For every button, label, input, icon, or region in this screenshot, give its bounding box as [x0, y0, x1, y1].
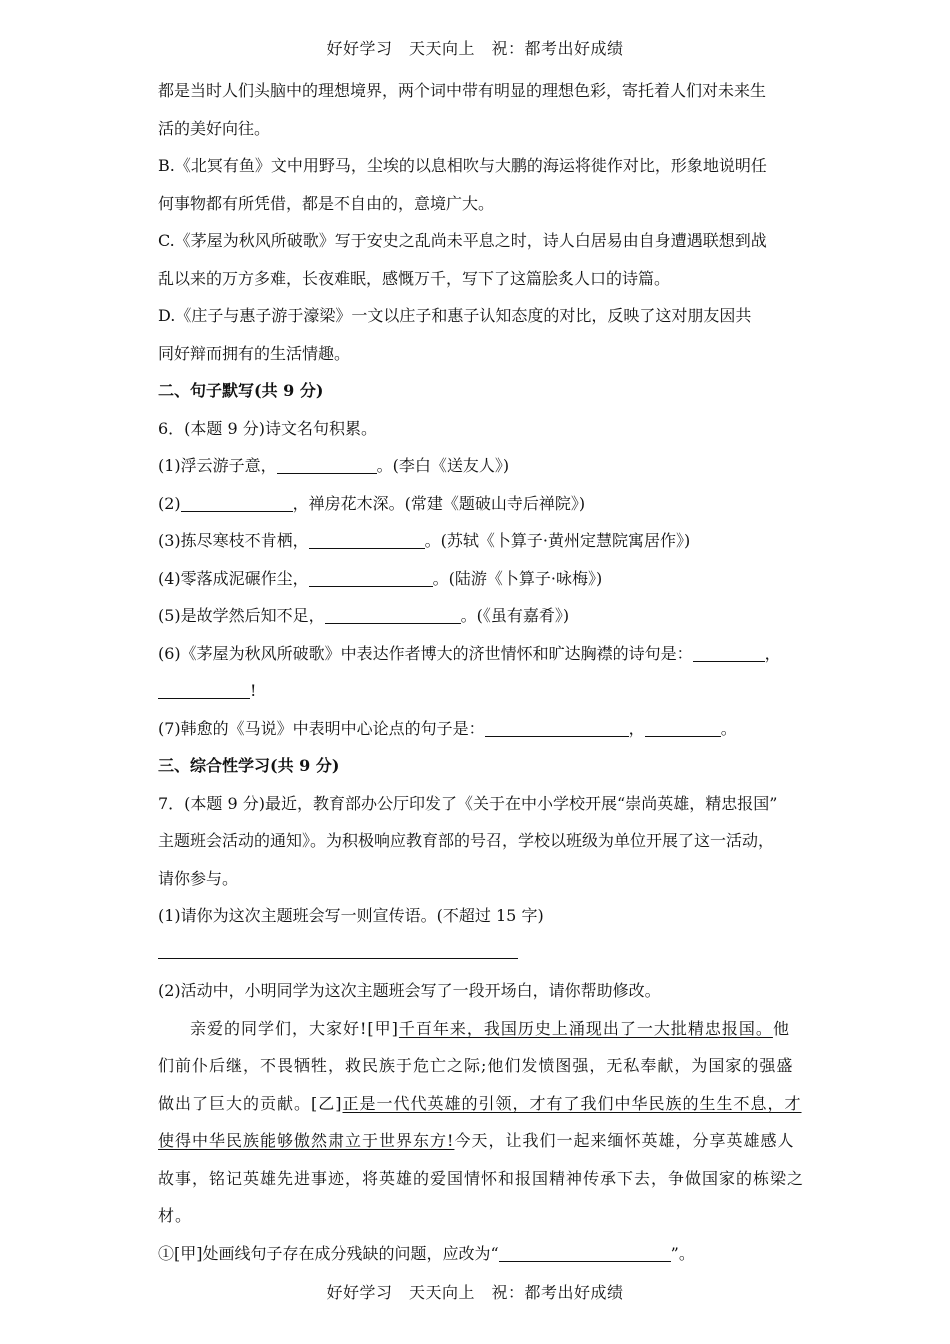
- answer-blank[interactable]: [309, 568, 433, 587]
- q6-item-3-prefix: (3)拣尽寒枝不肯栖，: [158, 531, 309, 550]
- q7-item-1: (1)请你为这次主题班会写一则宣传语。(不超过 15 字): [158, 906, 544, 925]
- underlined-sentence-jia: 千百年来，我国历史上涌现出了一大批精忠报国。: [398, 1018, 773, 1038]
- question-6: 6．(本题 9 分)诗文名句积累。: [158, 418, 378, 438]
- section-heading-2: 二、句子默写(共 9 分): [158, 381, 324, 400]
- answer-blank[interactable]: [645, 718, 721, 737]
- text-line: 何事物都有所凭借，都是不自由的，意境广大。: [158, 193, 495, 213]
- answer-blank[interactable]: [693, 643, 765, 662]
- passage-text: 今天，让我们一起来缅怀英雄，分享英雄感人: [454, 1131, 795, 1150]
- passage-text: 他: [772, 1018, 790, 1038]
- q6-item-6-cont: [158, 677, 808, 715]
- q6-item-7-end: 。: [720, 718, 737, 738]
- q6-item-2: [158, 490, 808, 528]
- opening-speech: [158, 1015, 808, 1240]
- q6-item-4-prefix: (4)零落成泥碾作尘，: [158, 568, 309, 588]
- sub-question-prefix: ①[甲]处画线句子存在成分残缺的问题，应改为“: [158, 1243, 499, 1263]
- q6-item-5-prefix: (5)是故学然后知不足，: [158, 606, 325, 625]
- text-line: 活的美好向往。: [158, 118, 271, 138]
- option-b: B.《北冥有鱼》文中用野马，尘埃的以息相吹与大鹏的海运将徙作对比，形象地说明任: [158, 156, 767, 175]
- passage-text: 做出了巨大的贡献。[乙]: [158, 1093, 343, 1113]
- sub-question-suffix: ”。: [670, 1243, 695, 1263]
- q6-item-2-suffix: ，禅房花木深。(常建《题破山寺后禅院》): [292, 493, 586, 513]
- answer-blank[interactable]: [499, 1243, 671, 1262]
- q6-item-6-prefix: (6)《茅屋为秋风所破歌》中表达作者博大的济世情怀和旷达胸襟的诗句是：: [158, 643, 693, 663]
- q6-item-3: [158, 527, 808, 565]
- passage-line: [158, 1015, 808, 1053]
- q6-item-7-comma: ，: [628, 718, 645, 738]
- answer-blank[interactable]: [277, 455, 377, 474]
- passage-line: 们前仆后继，不畏牺牲，救民族于危亡之际;他们发愤图强，无私奉献，为国家的强盛: [158, 1056, 794, 1075]
- answer-blank[interactable]: [325, 605, 461, 624]
- answer-blank[interactable]: [485, 718, 629, 737]
- passage-greeting: 亲爱的同学们，大家好![甲]: [190, 1018, 399, 1038]
- text-line: 都是当时人们头脑中的理想境界，两个词中带有明显的理想色彩，寄托着人们对未来生: [158, 81, 767, 100]
- q6-item-2-prefix: (2): [158, 493, 181, 513]
- answer-blank[interactable]: [181, 493, 293, 512]
- passage-line: [158, 1127, 808, 1165]
- passage-line: [158, 1090, 808, 1128]
- q7-item-2: (2)活动中，小明同学为这次主题班会写了一段开场白，请你帮助修改。: [158, 981, 661, 1000]
- question-7: 7．(本题 9 分)最近，教育部办公厅印发了《关于在中小学校开展“崇尚英雄，精忠报国”: [158, 793, 778, 813]
- underlined-sentence-yi-cont: 使得中华民族能够傲然肃立于世界东方!: [158, 1131, 455, 1150]
- q7-item-1-answer: [158, 940, 808, 978]
- page-footer: 好好学习 天天向上 祝：都考出好成绩: [326, 1283, 624, 1302]
- q6-item-5-suffix: 。(《虽有嘉肴》): [460, 606, 570, 625]
- q6-item-1-suffix: 。(李白《送友人》): [376, 456, 510, 475]
- page-header: 好好学习 天天向上 祝：都考出好成绩: [326, 39, 624, 58]
- answer-line[interactable]: [158, 940, 518, 959]
- passage-line: 材。: [158, 1206, 193, 1225]
- q6-item-6-end: !: [250, 681, 257, 700]
- answer-blank[interactable]: [158, 680, 250, 699]
- q6-item-7: [158, 715, 808, 753]
- q6-item-4-suffix: 。(陆游《卜算子·咏梅》): [432, 568, 603, 588]
- q6-item-5: [158, 602, 808, 640]
- answer-blank[interactable]: [309, 530, 425, 549]
- option-d: D.《庄子与惠子游于濠梁》一文以庄子和惠子认知态度的对比，反映了这对朋友因共: [158, 306, 752, 325]
- option-c: C.《茅屋为秋风所破歌》写于安史之乱尚未平息之时，诗人白居易由自身遭遇联想到战: [158, 231, 767, 250]
- q6-item-4: [158, 565, 808, 603]
- text-line: 主题班会活动的通知》。为积极响应教育部的号召，学校以班级为单位开展了这一活动，: [158, 831, 775, 850]
- q6-item-7-prefix: (7)韩愈的《马说》中表明中心论点的句子是：: [158, 718, 485, 738]
- q6-item-1-prefix: (1)浮云游子意，: [158, 456, 277, 475]
- q6-item-6-comma: ，: [764, 643, 781, 663]
- page-content: [158, 77, 808, 1277]
- section-heading-3: 三、综合性学习(共 9 分): [158, 756, 340, 775]
- q6-item-1: [158, 452, 808, 490]
- q6-item-6: [158, 640, 808, 678]
- text-line: 乱以来的万方多难，长夜难眠，感慨万千，写下了这篇脍炙人口的诗篇。: [158, 268, 671, 288]
- q7-item-2-sub-1: [158, 1240, 808, 1278]
- text-line: 同好辩而拥有的生活情趣。: [158, 343, 351, 363]
- passage-line: 故事，铭记英雄先进事迹，将英雄的爱国情怀和报国精神传承下去，争做国家的栋梁之: [158, 1168, 805, 1188]
- text-line: 请你参与。: [158, 868, 239, 888]
- underlined-sentence-yi: 正是一代代英雄的引领，才有了我们中华民族的生生不息，才: [342, 1093, 802, 1113]
- q6-item-3-suffix: 。(苏轼《卜算子·黄州定慧院寓居作》): [424, 531, 691, 550]
